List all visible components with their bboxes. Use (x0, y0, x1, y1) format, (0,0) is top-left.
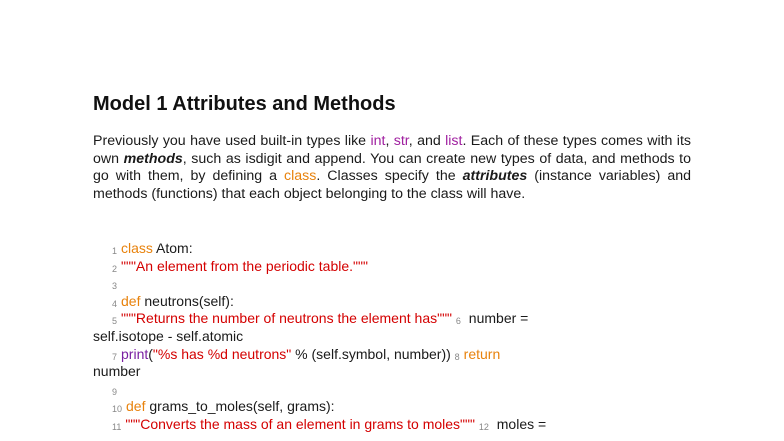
type-str: str (393, 133, 409, 149)
code-line (112, 381, 672, 399)
code-text: % (self.symbol, number)) (291, 345, 451, 362)
line-number: 2 (112, 263, 118, 274)
code-text: number = (464, 310, 529, 327)
para-text: , (385, 133, 394, 149)
para-text: , and (408, 133, 446, 149)
code-text: neutrons(self): (140, 292, 234, 309)
code-line (112, 310, 672, 328)
intro-paragraph (93, 133, 691, 203)
code-line (112, 346, 672, 364)
code-text: moles = (492, 415, 547, 432)
keyword: return (463, 345, 501, 362)
code-text: ( (148, 345, 153, 362)
keyword: def (121, 292, 141, 309)
code-line-wrapped (93, 363, 672, 381)
code-text: Atom: (152, 240, 193, 256)
code-line (112, 293, 672, 311)
line-number: 11 (112, 421, 122, 432)
line-number: 12 (478, 421, 489, 432)
term-methods: methods (123, 150, 183, 167)
para-text: . Each of these types comes with its own (93, 133, 691, 167)
docstring: """Converts the mass of an element in grams to moles""" (125, 415, 475, 432)
code-line (112, 258, 672, 276)
builtin-print: print (121, 345, 149, 362)
term-attributes: attributes (462, 168, 528, 185)
para-text: . Classes specify the (316, 168, 463, 185)
page-title: Model 1 Attributes and Methods (93, 93, 396, 115)
code-listing (93, 240, 672, 434)
line-number: 3 (112, 281, 118, 292)
para-text: (instance variables) and methods (functions) that each object belonging to the class will have. (93, 168, 691, 202)
code-line-wrapped (93, 328, 672, 346)
keyword: def (126, 398, 146, 415)
code-line (112, 240, 672, 258)
term-class: class (284, 168, 317, 185)
line-number: 10 (112, 404, 123, 415)
docstring: """An element from the periodic table.""" (121, 257, 368, 274)
para-text: , such as isdigit and append. You can create new types of data, and methods to go with them, by defining a (93, 150, 692, 185)
line-number: 6 (455, 316, 461, 327)
line-number: 7 (112, 351, 118, 362)
format-string: "%s has %d neutrons" (152, 345, 292, 362)
code-text: self.isotope - self.atomic (93, 327, 244, 344)
code-text: grams_to_moles(self, grams): (145, 398, 335, 415)
code-line (112, 416, 672, 434)
line-number: 5 (112, 316, 118, 327)
code-text: number (93, 363, 141, 380)
line-number: 9 (112, 386, 118, 397)
type-int: int (370, 133, 386, 149)
code-line (112, 398, 672, 416)
para-text: Previously you have used built-in types like (93, 133, 371, 149)
line-number: 8 (454, 351, 460, 362)
line-number: 1 (112, 246, 118, 256)
type-list: list (445, 133, 463, 149)
keyword: class (121, 240, 153, 256)
code-line (112, 275, 672, 293)
docstring: """Returns the number of neutrons the element has""" (121, 310, 453, 327)
line-number: 4 (112, 298, 118, 309)
